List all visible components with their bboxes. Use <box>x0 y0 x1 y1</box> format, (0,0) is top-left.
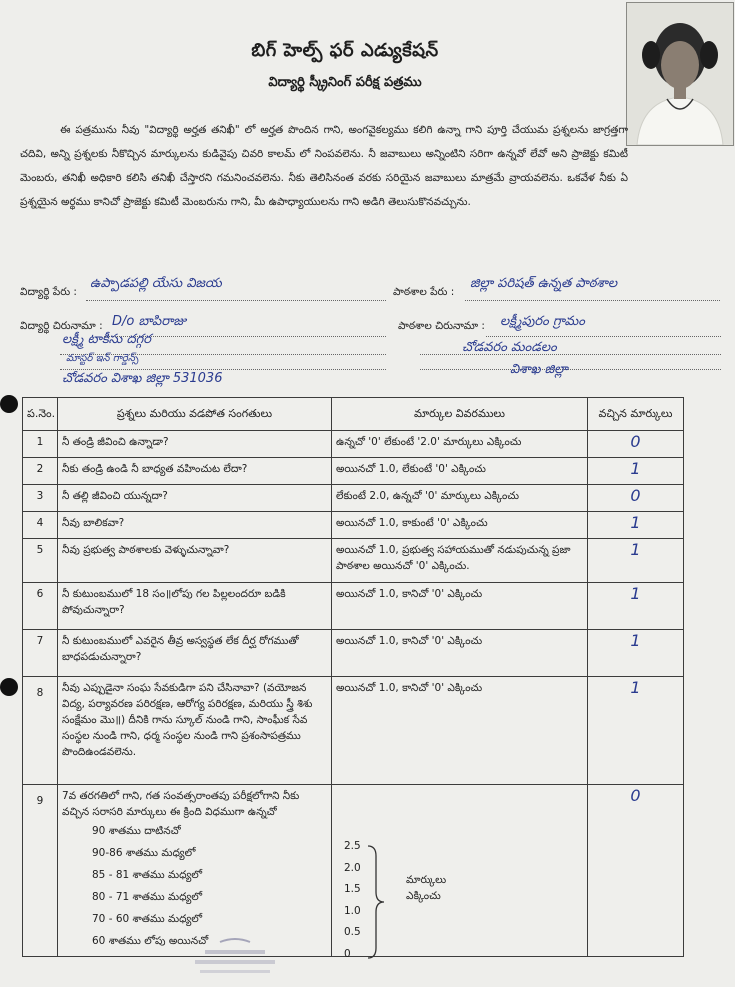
row-criteria: లేకుంటే 2.0, ఉన్నచో '0' మార్కులు ఎక్కించు <box>332 485 588 512</box>
table-header-row <box>23 398 684 431</box>
row-question: నీ తల్లి జీవించి యున్నదా? <box>58 485 332 512</box>
range-item: 60 శాతము లోపు అయినచో <box>92 935 209 947</box>
row-mark-input[interactable]: 1 <box>588 677 684 785</box>
page-subtitle: విద్యార్థి స్క్రీనింగ్ పరీక్ష పత్రము <box>268 75 422 90</box>
range-item: 80 - 71 శాతము మధ్యలో <box>92 891 203 903</box>
student-photo-image <box>627 3 733 145</box>
row-number: 9 <box>23 785 58 957</box>
col-header-marks: వచ్చిన మార్కులు <box>588 398 684 431</box>
screening-table <box>22 397 684 960</box>
school-address-line[interactable]: చోడవరం మండలం <box>462 340 557 355</box>
school-address-label: పాఠశాల చిరునామా : <box>398 320 485 332</box>
row-criteria: అయినచో 1.0, ప్రభుత్వ సహాయముతో నడుపుచున్న ప్రజా పాఠశాల అయినచో '0' ఎక్కించు. <box>332 539 588 583</box>
row-question-cell <box>58 785 332 957</box>
row-mark-input[interactable]: 1 <box>588 583 684 630</box>
row-criteria: అయినచో 1.0, లేకుంటే '0' ఎక్కించు <box>332 458 588 485</box>
binder-hole <box>0 395 18 413</box>
row-number: 8 <box>23 677 58 785</box>
row-mark-input[interactable]: 1 <box>588 458 684 485</box>
percentage-ranges <box>62 820 327 952</box>
row-number: 4 <box>23 512 58 539</box>
row-question: 7వ తరగతిలో గాని, గత సంవత్సరాంతపు పరీక్షలోగాని నీకు వచ్చిన సరాసరి మార్కులు ఈ క్రింది విధముగా ఉన్నచో <box>62 790 300 818</box>
table-row <box>23 458 684 485</box>
range-item: 85 - 81 శాతము మధ్యలో <box>92 869 203 881</box>
row-mark-input[interactable]: 0 <box>588 785 684 957</box>
range-item: 90 శాతము దాటినచో <box>92 825 181 837</box>
row-mark-input[interactable]: 0 <box>588 485 684 512</box>
row-criteria-scale <box>332 785 588 960</box>
scale-values <box>344 836 361 965</box>
student-address-line[interactable]: లక్ష్మీ టాకీసు దగ్గర <box>62 332 151 347</box>
scale-value: 2.5 <box>344 840 361 852</box>
col-header-number: ప.నెం. <box>23 398 58 431</box>
scale-label: మార్కులు ఎక్కించు <box>406 874 447 902</box>
school-address-line[interactable]: లక్ష్మీపురం గ్రామం <box>500 314 585 329</box>
table-row <box>23 630 684 677</box>
row-criteria: ఉన్నచో '0' లేకుంటే '2.0' మార్కులు ఎక్కించు <box>332 431 588 458</box>
row-mark-input[interactable]: 1 <box>588 630 684 677</box>
student-name-field[interactable]: ఉప్పాడపల్లి యేసు విజయ <box>90 276 222 291</box>
row-number: 1 <box>23 431 58 458</box>
school-name-field[interactable]: జిల్లా పరిషత్ ఉన్నత పాఠశాల <box>470 276 618 291</box>
page-title: బిగ్ హెల్ప్ ఫర్ ఎడ్యుకేషన్ <box>251 40 439 61</box>
row-number: 2 <box>23 458 58 485</box>
scale-value: 1.5 <box>344 883 361 895</box>
school-address-line[interactable]: విశాఖ జిల్లా <box>510 362 568 377</box>
table-row <box>23 512 684 539</box>
curly-brace-icon <box>366 844 386 960</box>
student-photo <box>626 2 734 146</box>
row-question: నీ కుటుంబములో ఎవరైన తీవ్ర అస్వస్థత లేక దీర్ఘ రోగముతో బాధపడుచున్నారా? <box>58 630 332 677</box>
row-mark-input[interactable]: 1 <box>588 539 684 583</box>
row-question: నీవు బాలికవా? <box>58 512 332 539</box>
table-row <box>23 583 684 630</box>
range-item: 90-86 శాతము మధ్యలో <box>92 847 196 859</box>
col-header-criteria: మార్కుల వివరములు <box>332 398 588 431</box>
table-row <box>23 485 684 512</box>
student-name-label: విద్యార్థి పేరు : <box>20 286 77 298</box>
row-question: నీవు ఎప్పుడైనా సంఘ సేవకుడిగా పని చేసినావా? (వయోజన విద్య, పర్యావరణ పరిరక్షణ, ఆరోగ్య పరిరక్షణ, మరియు స్త్రీ శిశు సంక్షేమం మొ॥) దీనికి గాను స్కూల్ నుండి గాని, సాంఘీక సేవ సంస్థల నుండి గాని, ధర్మ సంస్థల నుండి గాని ప్రశంసాపత్రము పొందిఉండవలెను. <box>58 677 332 785</box>
row-criteria: అయినచో 1.0, కాకుంటే '0' ఎక్కించు <box>332 512 588 539</box>
binder-hole <box>0 678 18 696</box>
row-question: నీవు ప్రభుత్వ పాఠశాలకు వెళ్ళుచున్నావా? <box>58 539 332 583</box>
row-criteria: అయినచో 1.0, కానిచో '0' ఎక్కించు <box>332 677 588 785</box>
office-stamp-icon <box>160 936 310 984</box>
table-row <box>23 539 684 583</box>
row-question: నీ తండ్రి జీవించి ఉన్నాడా? <box>58 431 332 458</box>
student-address-line[interactable]: చోడవరం విశాఖ జిల్లా 531036 <box>62 371 223 386</box>
school-name-label: పాఠశాల పేరు : <box>393 286 455 298</box>
row-criteria: అయినచో 1.0, కానిచో '0' ఎక్కించు <box>332 630 588 677</box>
student-address-line[interactable]: D/o బాపిరాజు <box>112 314 187 329</box>
row-mark-input[interactable]: 0 <box>588 431 684 458</box>
row-number: 6 <box>23 583 58 630</box>
row-mark-input[interactable]: 1 <box>588 512 684 539</box>
row-criteria: అయినచో 1.0, కానిచో '0' ఎక్కించు <box>332 583 588 630</box>
instructions-paragraph: ఈ పత్రమును నీవు "విద్యార్థి అర్హత తనిఖీ" లో అర్హత పొందిన గాని, అంగవైకల్యము కలిగి ఉన్నా గాని పూర్తి చేయుమ ప్రశ్నలను జాగ్రత్తగా చదివి, అన్ని ప్రశ్నలకు నీకొచ్చిన మార్కులను కుడివైపు చివరి కాలమ్ లో నింపవలెను. నీ జవాబులు అన్నింటిని సరిగా ఉన్నవో లేవో అని ప్రాజెక్టు కమిటీ మెంబరు, తనిఖీ అధికారి కలిసి తనిఖీ చేస్తారని గమనించవలెను. నీకు తెలిసినంత వరకు సరియైన జవాబులు మాత్రమే వ్రాయవలెను. ఒకవేళ నీకు ఏ ప్రశ్నయైన అర్థము కానిచో ప్రాజెక్టు కమిటీ మెంబరును గాని, మీ ఉపాధ్యాయులను గాని అడిగి తెలుసుకొనవచ్చును. <box>20 124 628 208</box>
scale-value: 1.0 <box>344 904 361 917</box>
student-address-line[interactable]: మాస్టర్ ఇన్ గార్డెన్స్ <box>66 353 139 364</box>
scale-value: 0 <box>344 947 351 960</box>
row-number: 5 <box>23 539 58 583</box>
student-address-label: విద్యార్థి చిరునామా : <box>20 320 103 332</box>
range-item: 70 - 60 శాతము మధ్యలో <box>92 913 203 925</box>
scale-value: 0.5 <box>344 926 361 938</box>
table-row <box>23 677 684 785</box>
row-number: 7 <box>23 630 58 677</box>
row-question: నీకు తండ్రి ఉండి నీ బాధ్యత వహించుట లేదా? <box>58 458 332 485</box>
table-row <box>23 785 684 957</box>
col-header-question: ప్రశ్నలు మరియు వడపోత సంగతులు <box>58 398 332 431</box>
row-number: 3 <box>23 485 58 512</box>
scale-value: 2.0 <box>344 861 361 874</box>
table-row <box>23 431 684 458</box>
row-question: నీ కుటుంబములో 18 సం॥లోపు గల పిల్లలందరూ బడికి పోవుచున్నారా? <box>58 583 332 630</box>
